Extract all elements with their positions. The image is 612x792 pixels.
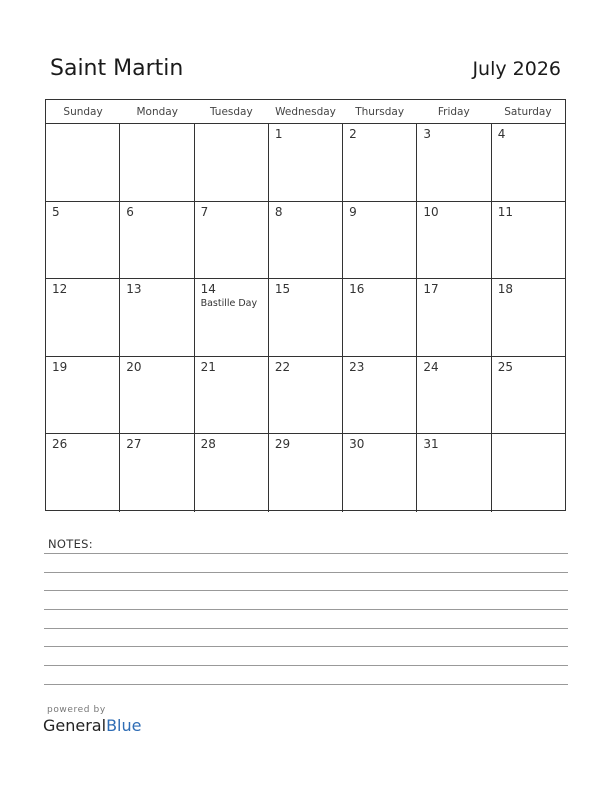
day-cell	[268, 279, 342, 356]
day-number: 18	[497, 282, 513, 297]
day-cell	[491, 202, 565, 279]
day-cell	[268, 434, 342, 512]
day-cell	[46, 124, 119, 201]
day-number: 29	[274, 437, 291, 452]
day-cell	[491, 357, 565, 434]
day-number: 11	[497, 204, 513, 219]
day-cell	[46, 279, 119, 356]
day-cell	[194, 279, 268, 356]
day-number: 22	[274, 359, 291, 374]
notes-line	[44, 609, 568, 610]
weekday-sunday: Sunday	[63, 106, 103, 118]
day-cell	[46, 202, 119, 279]
day-cell	[342, 434, 416, 512]
day-number: 4	[497, 127, 506, 141]
day-number: 5	[52, 204, 60, 219]
day-number: 13	[126, 282, 142, 297]
powered-by-text: powered by	[47, 705, 106, 715]
day-number: 24	[423, 359, 439, 374]
notes-line	[44, 628, 568, 629]
day-cell	[416, 124, 490, 201]
day-cell	[342, 202, 416, 279]
day-number: 25	[497, 359, 513, 374]
day-number: 20	[126, 359, 142, 374]
day-cell	[416, 279, 490, 356]
brand-blue: Blue	[106, 716, 142, 735]
country-title: Saint Martin	[50, 56, 184, 81]
day-cell	[491, 434, 565, 512]
day-cell	[194, 434, 268, 512]
day-number: 26	[52, 437, 68, 452]
day-number: 19	[52, 359, 68, 374]
holiday-label: Bastille Day	[200, 298, 258, 310]
day-number: 28	[200, 437, 216, 452]
day-number: 10	[423, 204, 439, 219]
day-cell	[119, 124, 193, 201]
notes-label: NOTES:	[48, 537, 93, 551]
day-cell	[46, 357, 119, 434]
week-row-5	[46, 434, 565, 512]
weekday-wednesday: Wednesday	[275, 106, 336, 118]
day-number: 15	[274, 282, 291, 297]
week-row-3	[46, 279, 565, 357]
day-number: 17	[423, 282, 439, 297]
day-number: 1	[274, 127, 283, 141]
day-cell	[268, 124, 342, 201]
day-number: 12	[52, 282, 68, 297]
day-cell	[491, 124, 565, 201]
day-cell	[491, 279, 565, 356]
day-cell	[194, 124, 268, 201]
notes-line	[44, 553, 568, 554]
day-cell	[119, 279, 193, 356]
day-cell	[416, 434, 490, 512]
week-row-4	[46, 357, 565, 435]
weekday-tuesday: Tuesday	[209, 106, 253, 118]
weekday-monday: Monday	[136, 106, 178, 118]
notes-line	[44, 646, 568, 647]
day-number: 16	[349, 282, 365, 297]
day-number: 2	[349, 127, 357, 141]
notes-line	[44, 665, 568, 666]
day-number: 7	[200, 204, 209, 219]
day-cell	[342, 124, 416, 201]
day-cell	[119, 357, 193, 434]
notes-line	[44, 684, 568, 685]
day-cell	[268, 202, 342, 279]
generalblue-logo	[43, 716, 141, 735]
day-number: 27	[126, 437, 142, 452]
day-cell	[342, 279, 416, 356]
notes-line	[44, 590, 568, 591]
day-cell	[119, 434, 193, 512]
day-cell	[119, 202, 193, 279]
weekday-thursday: Thursday	[355, 106, 405, 118]
week-row-2	[46, 202, 565, 280]
day-number: 14	[200, 282, 216, 297]
day-number: 23	[349, 359, 365, 374]
day-number: 8	[274, 204, 283, 219]
day-number: 6	[126, 204, 134, 219]
notes-line	[44, 572, 568, 573]
day-number: 3	[423, 127, 432, 141]
day-cell	[342, 357, 416, 434]
month-year-title: July 2026	[472, 58, 561, 80]
day-cell	[268, 357, 342, 434]
weekday-friday: Friday	[437, 106, 470, 118]
week-row-1	[46, 124, 565, 202]
day-cell	[416, 357, 490, 434]
weekday-header-row	[46, 100, 565, 124]
calendar-grid	[45, 99, 566, 511]
day-cell	[194, 357, 268, 434]
day-number: 30	[349, 437, 365, 452]
day-number: 9	[349, 204, 357, 219]
day-number: 31	[423, 437, 439, 452]
day-cell	[46, 434, 119, 512]
day-cell	[416, 202, 490, 279]
day-cell	[194, 202, 268, 279]
day-number: 21	[200, 359, 216, 374]
weekday-saturday: Saturday	[504, 106, 552, 118]
brand-general: General	[43, 716, 107, 735]
